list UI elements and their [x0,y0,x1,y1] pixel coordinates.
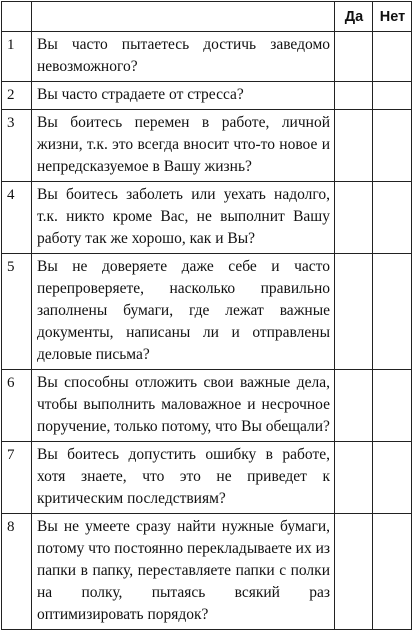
question-text: Вы не умеете сразу найти нужные бумаги, потому что постоянно перекладываете их из папки в папку, переставляете папки с полки на полку, пытаясь всякий раз оптимизировать порядок? [32,514,335,630]
table-header-row [2,2,412,32]
table-row [2,370,412,442]
yes-cell[interactable] [335,82,373,110]
question-text: Вы боитесь допустить ошибку в работе, хотя знаете, что это не приведет к критическим последствиям? [32,442,335,514]
no-cell[interactable] [373,514,412,630]
yes-cell[interactable] [335,370,373,442]
question-text: Вы часто страдаете от стресса? [32,82,335,110]
no-cell[interactable] [373,370,412,442]
yes-cell[interactable] [335,254,373,370]
yes-cell[interactable] [335,110,373,182]
header-no: Нет [373,2,412,32]
yes-cell[interactable] [335,442,373,514]
no-cell[interactable] [373,182,412,254]
row-number: 4 [2,182,32,254]
question-text: Вы боитесь заболеть или уехать надолго, т.к. никто кроме Вас, не выполнит Вашу работу так же хорошо, как и Вы? [32,182,335,254]
questionnaire-table [1,1,412,630]
row-number: 1 [2,32,32,82]
yes-cell[interactable] [335,32,373,82]
row-number: 6 [2,370,32,442]
question-text: Вы не доверяете даже себе и часто перепроверяете, насколько правильно заполнены бумаги, где лежат важные документы, написаны ли и отправлены деловые письма? [32,254,335,370]
table-row [2,182,412,254]
table-row [2,110,412,182]
row-number: 7 [2,442,32,514]
header-yes: Да [335,2,373,32]
row-number: 2 [2,82,32,110]
yes-cell[interactable] [335,514,373,630]
no-cell[interactable] [373,82,412,110]
row-number: 5 [2,254,32,370]
table-row [2,82,412,110]
row-number: 3 [2,110,32,182]
table-row [2,254,412,370]
table-row [2,514,412,630]
question-text: Вы способны отложить свои важные дела, чтобы выполнить маловажное и несрочное поручение, только потому, что Вы обещали? [32,370,335,442]
no-cell[interactable] [373,32,412,82]
question-text: Вы часто пытаетесь достичь заведомо невозможного? [32,32,335,82]
no-cell[interactable] [373,110,412,182]
header-question [32,2,335,32]
yes-cell[interactable] [335,182,373,254]
no-cell[interactable] [373,254,412,370]
no-cell[interactable] [373,442,412,514]
row-number: 8 [2,514,32,630]
header-number [2,2,32,32]
question-text: Вы боитесь перемен в работе, личной жизни, т.к. это всегда вносит что-то новое и непредсказуемое в Вашу жизнь? [32,110,335,182]
table-row [2,32,412,82]
table-row [2,442,412,514]
